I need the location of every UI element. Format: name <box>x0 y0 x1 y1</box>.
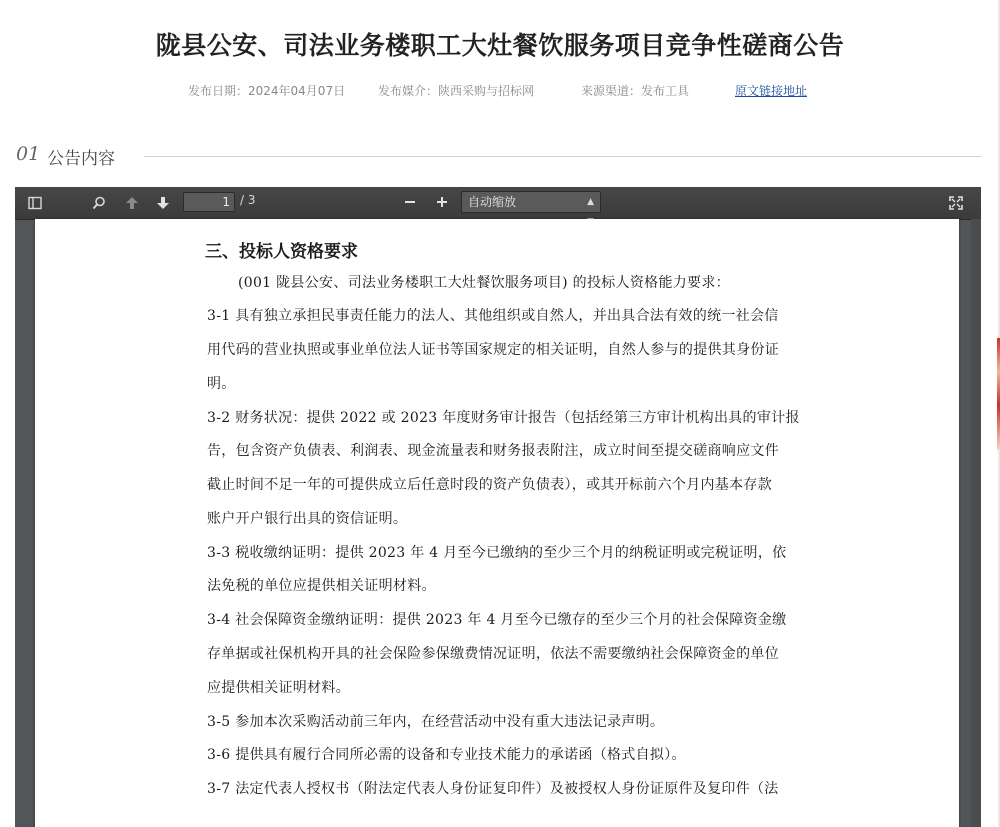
section-label: 公告内容 <box>47 149 115 169</box>
plus-icon <box>436 196 448 208</box>
zoom-select[interactable] <box>461 191 601 213</box>
document-line: 告，包含资产负债表、利润表、现金流量表和财务报表附注，成立时间至提交磋商响应文件 <box>207 443 779 459</box>
page-number-input[interactable] <box>183 192 235 212</box>
document-line: 3-4 社会保障资金缴纳证明：提供 2023 年 4 月至今已缴存的至少三个月的社会保障资金缴 <box>207 612 787 628</box>
document-line: 截止时间不足一年的可提供成立后任意时段的资产负债表），或其开标前六个月内基本存款 <box>207 477 772 493</box>
previous-page-button[interactable] <box>121 192 143 214</box>
section-number: 01 <box>16 143 41 165</box>
document-line: 用代码的营业执照或事业单位法人证书等国家规定的相关证明，自然人参与的提供其身份证 <box>207 342 779 358</box>
meta-bar <box>0 82 1000 100</box>
document-heading: 三、投标人资格要求 <box>205 242 358 262</box>
page-count: / 3 <box>240 193 256 207</box>
document-line: 账户开户银行出具的资信证明。 <box>207 511 408 527</box>
publish-date: 发布日期：2024年04月07日 <box>188 84 346 98</box>
document-line: 存单据或社保机构开具的社会保险参保缴费情况证明，依法不需要缴纳社会保障资金的单位 <box>207 646 779 662</box>
section-divider <box>144 156 982 157</box>
document-line: 3-5 参加本次采购活动前三年内，在经营活动中没有重大违法记录声明。 <box>207 714 665 730</box>
select-arrows-icon: ▲ <box>587 197 594 207</box>
page-title: 陇县公安、司法业务楼职工大灶餐饮服务项目竞争性磋商公告 <box>155 31 845 60</box>
arrow-up-icon <box>125 196 139 210</box>
pdf-toolbar <box>15 187 981 220</box>
zoom-select-value: 自动缩放 <box>468 195 517 209</box>
arrow-down-icon <box>156 196 170 210</box>
next-page-button[interactable] <box>152 192 174 214</box>
pdf-viewer <box>15 187 981 827</box>
document-line: 3-1 具有独立承担民事责任能力的法人、其他组织或自然人，并出具合法有效的统一社会信 <box>207 308 779 324</box>
zoom-in-button[interactable] <box>431 192 453 214</box>
source-channel: 来源渠道：发布工具 <box>581 84 690 98</box>
zoom-out-button[interactable] <box>399 192 421 214</box>
fullscreen-icon <box>949 196 963 210</box>
sidebar-toggle-button[interactable] <box>23 192 47 214</box>
section-header <box>16 143 982 167</box>
search-button[interactable] <box>87 192 111 214</box>
sidebar-toggle-icon <box>28 196 42 210</box>
publish-media: 发布媒介：陕西采购与招标网 <box>378 84 535 98</box>
document-line: (001 陇县公安、司法业务楼职工大灶餐饮服务项目) 的投标人资格能力要求： <box>238 275 730 291</box>
search-icon <box>92 196 106 210</box>
pdf-page <box>35 219 959 827</box>
document-line: 应提供相关证明材料。 <box>207 680 350 696</box>
document-line: 3-2 财务状况：提供 2022 或 2023 年度财务审计报告（包括经第三方审计机构出具的审计报 <box>207 410 800 426</box>
original-link[interactable]: 原文链接地址 <box>735 84 808 98</box>
document-line: 3-6 提供具有履行合同所必需的设备和专业技术能力的承诺函（格式自拟）。 <box>207 747 686 763</box>
viewer-scrollbar[interactable] <box>971 219 981 827</box>
fullscreen-button[interactable] <box>944 192 968 214</box>
document-line: 3-7 法定代表人授权书（附法定代表人身份证复印件）及被授权人身份证原件及复印件（法 <box>207 781 779 797</box>
document-line: 明。 <box>207 376 236 392</box>
minus-icon <box>404 196 416 208</box>
document-line: 3-3 税收缴纳证明：提供 2023 年 4 月至今已缴纳的至少三个月的纳税证明或完税证明，依 <box>207 545 787 561</box>
document-line: 法免税的单位应提供相关证明材料。 <box>207 578 436 594</box>
